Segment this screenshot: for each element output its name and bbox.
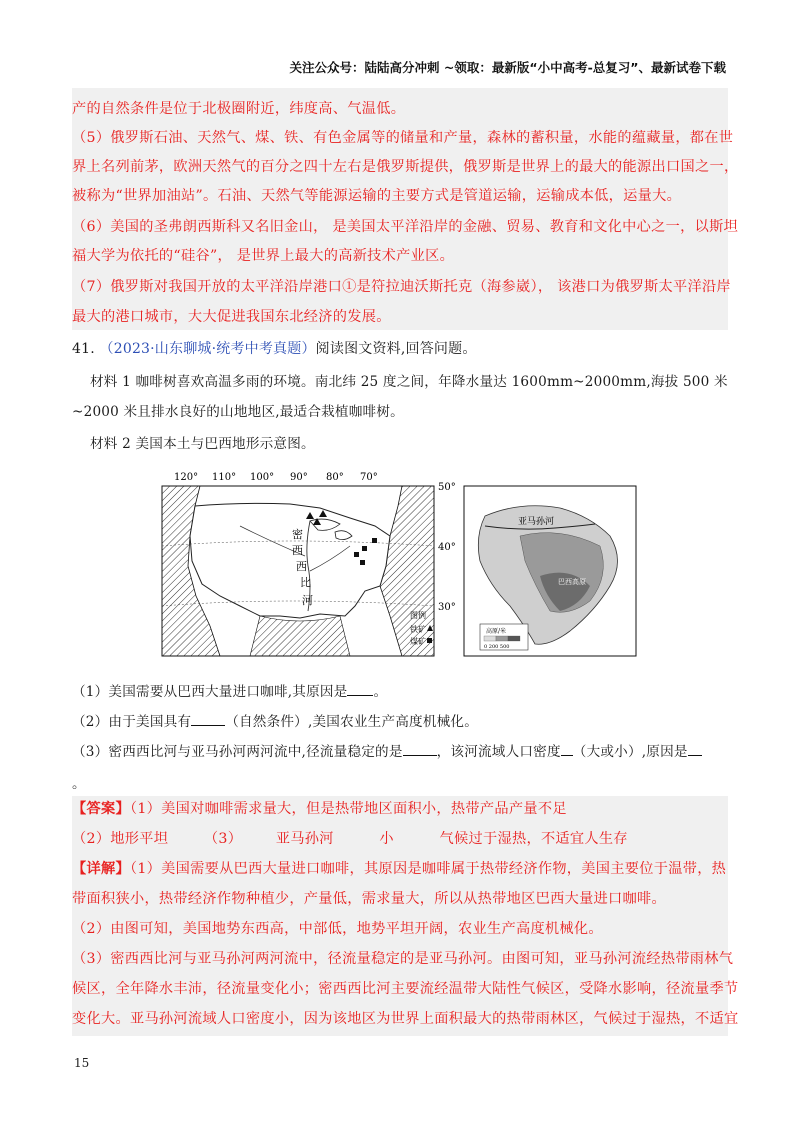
q1-blank[interactable] [347, 681, 373, 696]
legend-coal: 煤矿 [410, 637, 426, 646]
lon-label: 120° [174, 472, 199, 483]
lat-label: 30° [438, 602, 456, 613]
lat-label: 40° [438, 542, 456, 553]
lat-label: 50° [438, 482, 456, 493]
detail-2: （2）由图可知，美国地势东西高，中部低，地势平坦开阔，农业生产高度机械化。 [72, 921, 603, 937]
q3-end: 。 [72, 776, 86, 792]
answer-line: 界上名列前茅，欧洲天然气的百分之四十左右是俄罗斯提供，俄罗斯是世界上的最大的能源出口国之一， [72, 159, 739, 175]
lon-label: 70° [360, 472, 378, 483]
answer-line: 被称为“世界加油站”。石油、天然气等能源运输的主要方式是管道运输，运输成本低，运量大。 [72, 188, 682, 204]
answer-3-label: （3） [203, 831, 243, 847]
answer-line: （5）俄罗斯石油、天然气、煤、铁、有色金属等的储量和产量，森林的蓄积量，水能的蕴藏量，都在世 [72, 130, 734, 146]
q3-text: （3）密西西比河与亚马孙河两河流中,径流量稳定的是 [72, 744, 403, 760]
detail-3-line-1: （3）密西西比河与亚马孙河两河流中，径流量稳定的是亚马孙河。由图可知，亚马孙河流经热带雨林气 [72, 951, 734, 967]
q3-blank-3[interactable] [688, 741, 702, 756]
legend-iron: 铁矿 [410, 625, 426, 634]
lon-label: 100° [250, 472, 275, 483]
river-label-char: 密 [292, 528, 303, 541]
answer-1: （1）美国对咖啡需求量大，但是热带地区面积小，热带产品产量不足 [129, 801, 567, 817]
q2-blank[interactable] [191, 711, 225, 726]
page-header: 关注公众号：陆陆高分冲刺 ~领取：最新版“小中高考-总复习”、最新试卷下载 [289, 60, 726, 75]
detail-3-line-2: 候区，全年降水丰沛，径流量变化小；密西西比河主要流经温带大陆性气候区，受降水影响，径流量季节 [72, 981, 739, 997]
brazil-legend-scale: 0 200 500 [484, 644, 510, 650]
coal-marker [354, 552, 359, 557]
q1-text: （1）美国需要从巴西大量进口咖啡,其原因是 [72, 684, 348, 700]
maps-figure [140, 466, 660, 666]
river-label-char: 西 [292, 544, 303, 557]
q2-text: （2）由于美国具有 [72, 714, 192, 730]
question-source: （2023·山东聊城·统考中考真题） [99, 341, 316, 357]
question-number: 41. [72, 341, 95, 357]
legend-coal-icon [427, 638, 432, 643]
lon-label: 90° [290, 472, 308, 483]
coal-marker [360, 560, 365, 565]
answer-3a: 亚马孙河 [275, 831, 334, 847]
coal-marker [372, 538, 377, 543]
answer-line: 福大学为依托的“硅谷”， 是世界上最大的高新技术产业区。 [72, 248, 455, 264]
lon-label: 110° [212, 472, 237, 483]
legend-title: 图例 [410, 611, 426, 620]
detail-1-line-1: （1）美国需要从巴西大量进口咖啡，其原因是咖啡属于热带经济作物，美国主要位于温带，热 [129, 861, 727, 877]
answer-line: （6）美国的圣弗朗西斯科又名旧金山， 是美国太平洋沿岸的金融、贸易、教育和文化中心之一，以斯坦 [72, 219, 739, 235]
material-2: 材料 2 美国本土与巴西地形示意图。 [90, 436, 315, 452]
question-prompt: 阅读图文资料,回答问题。 [315, 341, 477, 357]
answer-block [72, 796, 739, 1036]
river-label-char: 河 [302, 594, 313, 607]
answer-3b: 小 [379, 831, 394, 847]
q2-end: （自然条件）,美国农业生产高度机械化。 [225, 714, 479, 730]
answer-tag: 【答案】 [72, 801, 130, 817]
brazil-legend-title: 高原/米 [486, 628, 507, 635]
answer-line: （7）俄罗斯对我国开放的太平洋沿岸港口①是符拉迪沃斯托克（海参崴）， 该港口为俄罗斯太平洋沿岸 [72, 279, 731, 295]
q3-blank-1[interactable] [403, 741, 437, 756]
detail-tag: 【详解】 [72, 861, 130, 877]
material-1-line-2: ~2000 米且排水良好的山地地区,最适合栽植咖啡树。 [72, 404, 404, 420]
detail-3-line-3: 变化大。亚马孙河流域人口密度小，因为该地区为世界上面积最大的热带雨林区，气候过于湿热，不适宜 [72, 1011, 739, 1027]
usa-map [140, 466, 660, 666]
previous-answer-block [72, 88, 739, 330]
river-label-char: 比 [300, 576, 311, 589]
answer-3c: 气候过于湿热，不适宜人生存 [439, 831, 628, 847]
plateau-label: 巴西高原 [558, 578, 586, 586]
detail-1-line-2: 带面积狭小，热带经济作物种植少，产量低，需求量大，所以从热带地区巴西大量进口咖啡。 [72, 891, 666, 907]
amazon-label: 亚马孙河 [518, 517, 555, 527]
river-label-char: 西 [296, 560, 307, 573]
q3-mid2: （大或小）,原因是 [572, 744, 688, 760]
answer-2: （2）地形平坦 [72, 831, 169, 847]
coal-marker [362, 546, 367, 551]
answer-line: 最大的港口城市，大大促进我国东北经济的发展。 [72, 309, 391, 325]
answer-line: 产的自然条件是位于北极圈附近，纬度高、气温低。 [72, 101, 406, 117]
q1-end: 。 [373, 684, 388, 700]
q3-blank-2[interactable] [561, 741, 573, 756]
q3-mid: ，该河流域人口密度 [436, 744, 561, 760]
page-number: 15 [74, 1056, 90, 1070]
brazil-map [464, 486, 636, 656]
material-1-line-1: 材料 1 咖啡树喜欢高温多雨的环境。南北纬 25 度之间，年降水量达 1600mm~2000mm,海拔 500 米 [90, 374, 728, 390]
lon-label: 80° [326, 472, 344, 483]
